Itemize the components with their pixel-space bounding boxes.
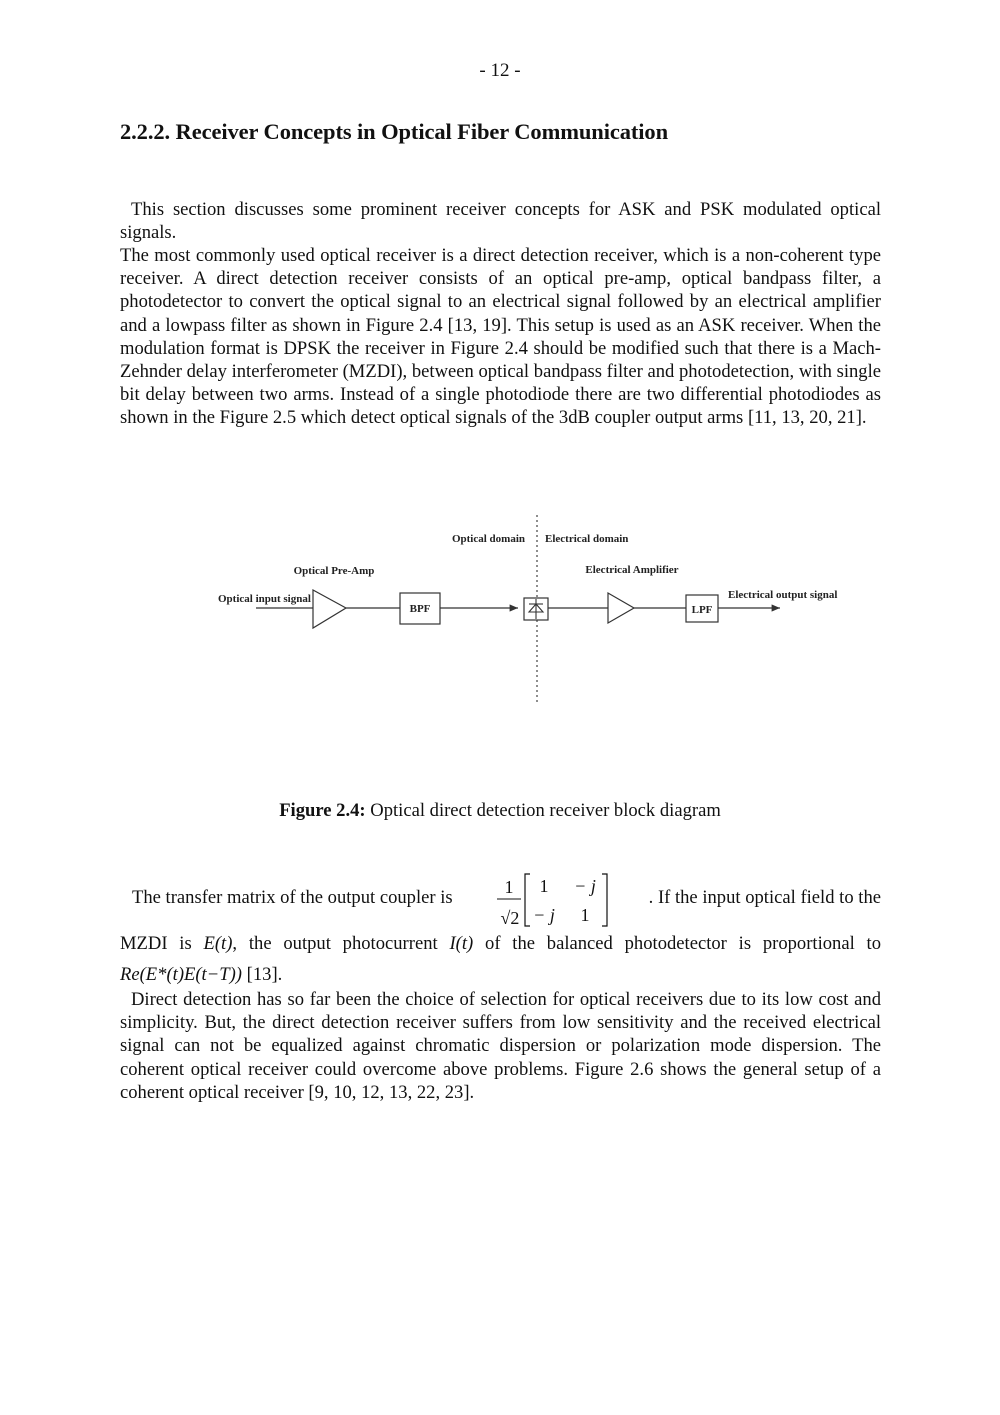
math-re-expression: Re(E*(t)E(t−T)) bbox=[120, 964, 242, 985]
optical-domain-label: Optical domain bbox=[451, 533, 525, 545]
reference-13: [13]. bbox=[246, 964, 283, 985]
math-e-of-t: E(t) bbox=[203, 933, 233, 954]
matrix-m12: − j bbox=[574, 876, 596, 896]
paragraph-direct-detection: The most commonly used optical receiver is a direct detection receiver, which is a non-coherent type receiver. A direct detection receiver consists of an optical pre-amp, optical bandpass filter, a photodetector to convert the optical signal to an electrical signal followed by an electrical amplifier and a lowpass filter as shown in Figure 2.4 [13, 19]. This setup is used as an ASK receiver. When the modulation format is DPSK the receiver in Figure 2.4 should be modified such that there is a Mach-Zehnder delay interferometer (MZDI), between optical bandpass filter and photodetection, with single bit delay between two arms. Instead of a single photodiode there are two differential photodiodes as shown in the Figure 2.5 which detect optical signals of the 3dB coupler output arms [11, 13, 20, 21]. bbox=[120, 245, 881, 429]
photodiode-icon bbox=[524, 598, 548, 620]
figure-caption-text: Optical direct detection receiver block diagram bbox=[370, 800, 721, 821]
fraction-numerator: 1 bbox=[504, 877, 514, 897]
math-i-of-t: I(t) bbox=[449, 933, 474, 954]
fraction-denominator: √2 bbox=[500, 908, 520, 928]
paragraph-coherent-receiver: Direct detection has so far been the choice of selection for optical receivers due to its low cost and simplicity. But, the direct detection receiver suffers from low sensitivity and the received electrical signal can not be equalized against chromatic dispersion or polarization mode dispersion. The coherent optical receiver could overcome above problems. Figure 2.6 shows the general setup of a coherent optical receiver [9, 10, 12, 13, 22, 23]. bbox=[120, 989, 881, 1103]
figure-caption bbox=[0, 800, 1000, 822]
matrix-m21: − j bbox=[533, 905, 555, 925]
optical-preamp-label: Optical Pre-Amp bbox=[293, 565, 375, 577]
electrical-output-label: Electrical output signal bbox=[728, 589, 838, 601]
electrical-amplifier-triangle bbox=[608, 593, 634, 623]
optical-preamp-triangle bbox=[313, 590, 346, 628]
mzdi-line bbox=[120, 932, 881, 955]
photocurrent-expression-line bbox=[120, 963, 881, 986]
electrical-domain-label: Electrical domain bbox=[545, 533, 629, 545]
transfer-matrix-line bbox=[120, 862, 881, 934]
figure-label: Figure 2.4: bbox=[279, 800, 366, 821]
paragraph-intro: This section discusses some prominent receiver concepts for ASK and PSK modulated optical signals. bbox=[120, 199, 881, 244]
block-diagram-svg bbox=[200, 515, 860, 710]
page-number: - 12 - bbox=[479, 60, 521, 81]
matrix-outro-text: . If the input optical field to the bbox=[648, 887, 881, 908]
matrix-m22: 1 bbox=[580, 905, 590, 925]
section-heading: 2.2.2. Receiver Concepts in Optical Fiber Communication bbox=[120, 119, 668, 144]
mzdi-text-c: of the balanced photodetector is proportional to bbox=[485, 933, 882, 954]
receiver-block-diagram bbox=[200, 515, 860, 710]
electrical-amplifier-label: Electrical Amplifier bbox=[585, 564, 679, 576]
lpf-label: LPF bbox=[691, 604, 713, 616]
mzdi-text-a: MZDI is bbox=[120, 933, 192, 954]
optical-input-label: Optical input signal bbox=[218, 593, 311, 605]
mzdi-text-b: , the output photocurrent bbox=[232, 933, 438, 954]
bpf-label: BPF bbox=[409, 603, 431, 615]
matrix-m11: 1 bbox=[539, 876, 549, 896]
transfer-matrix-equation bbox=[492, 868, 632, 930]
matrix-intro-text: The transfer matrix of the output coupler is bbox=[132, 887, 453, 908]
